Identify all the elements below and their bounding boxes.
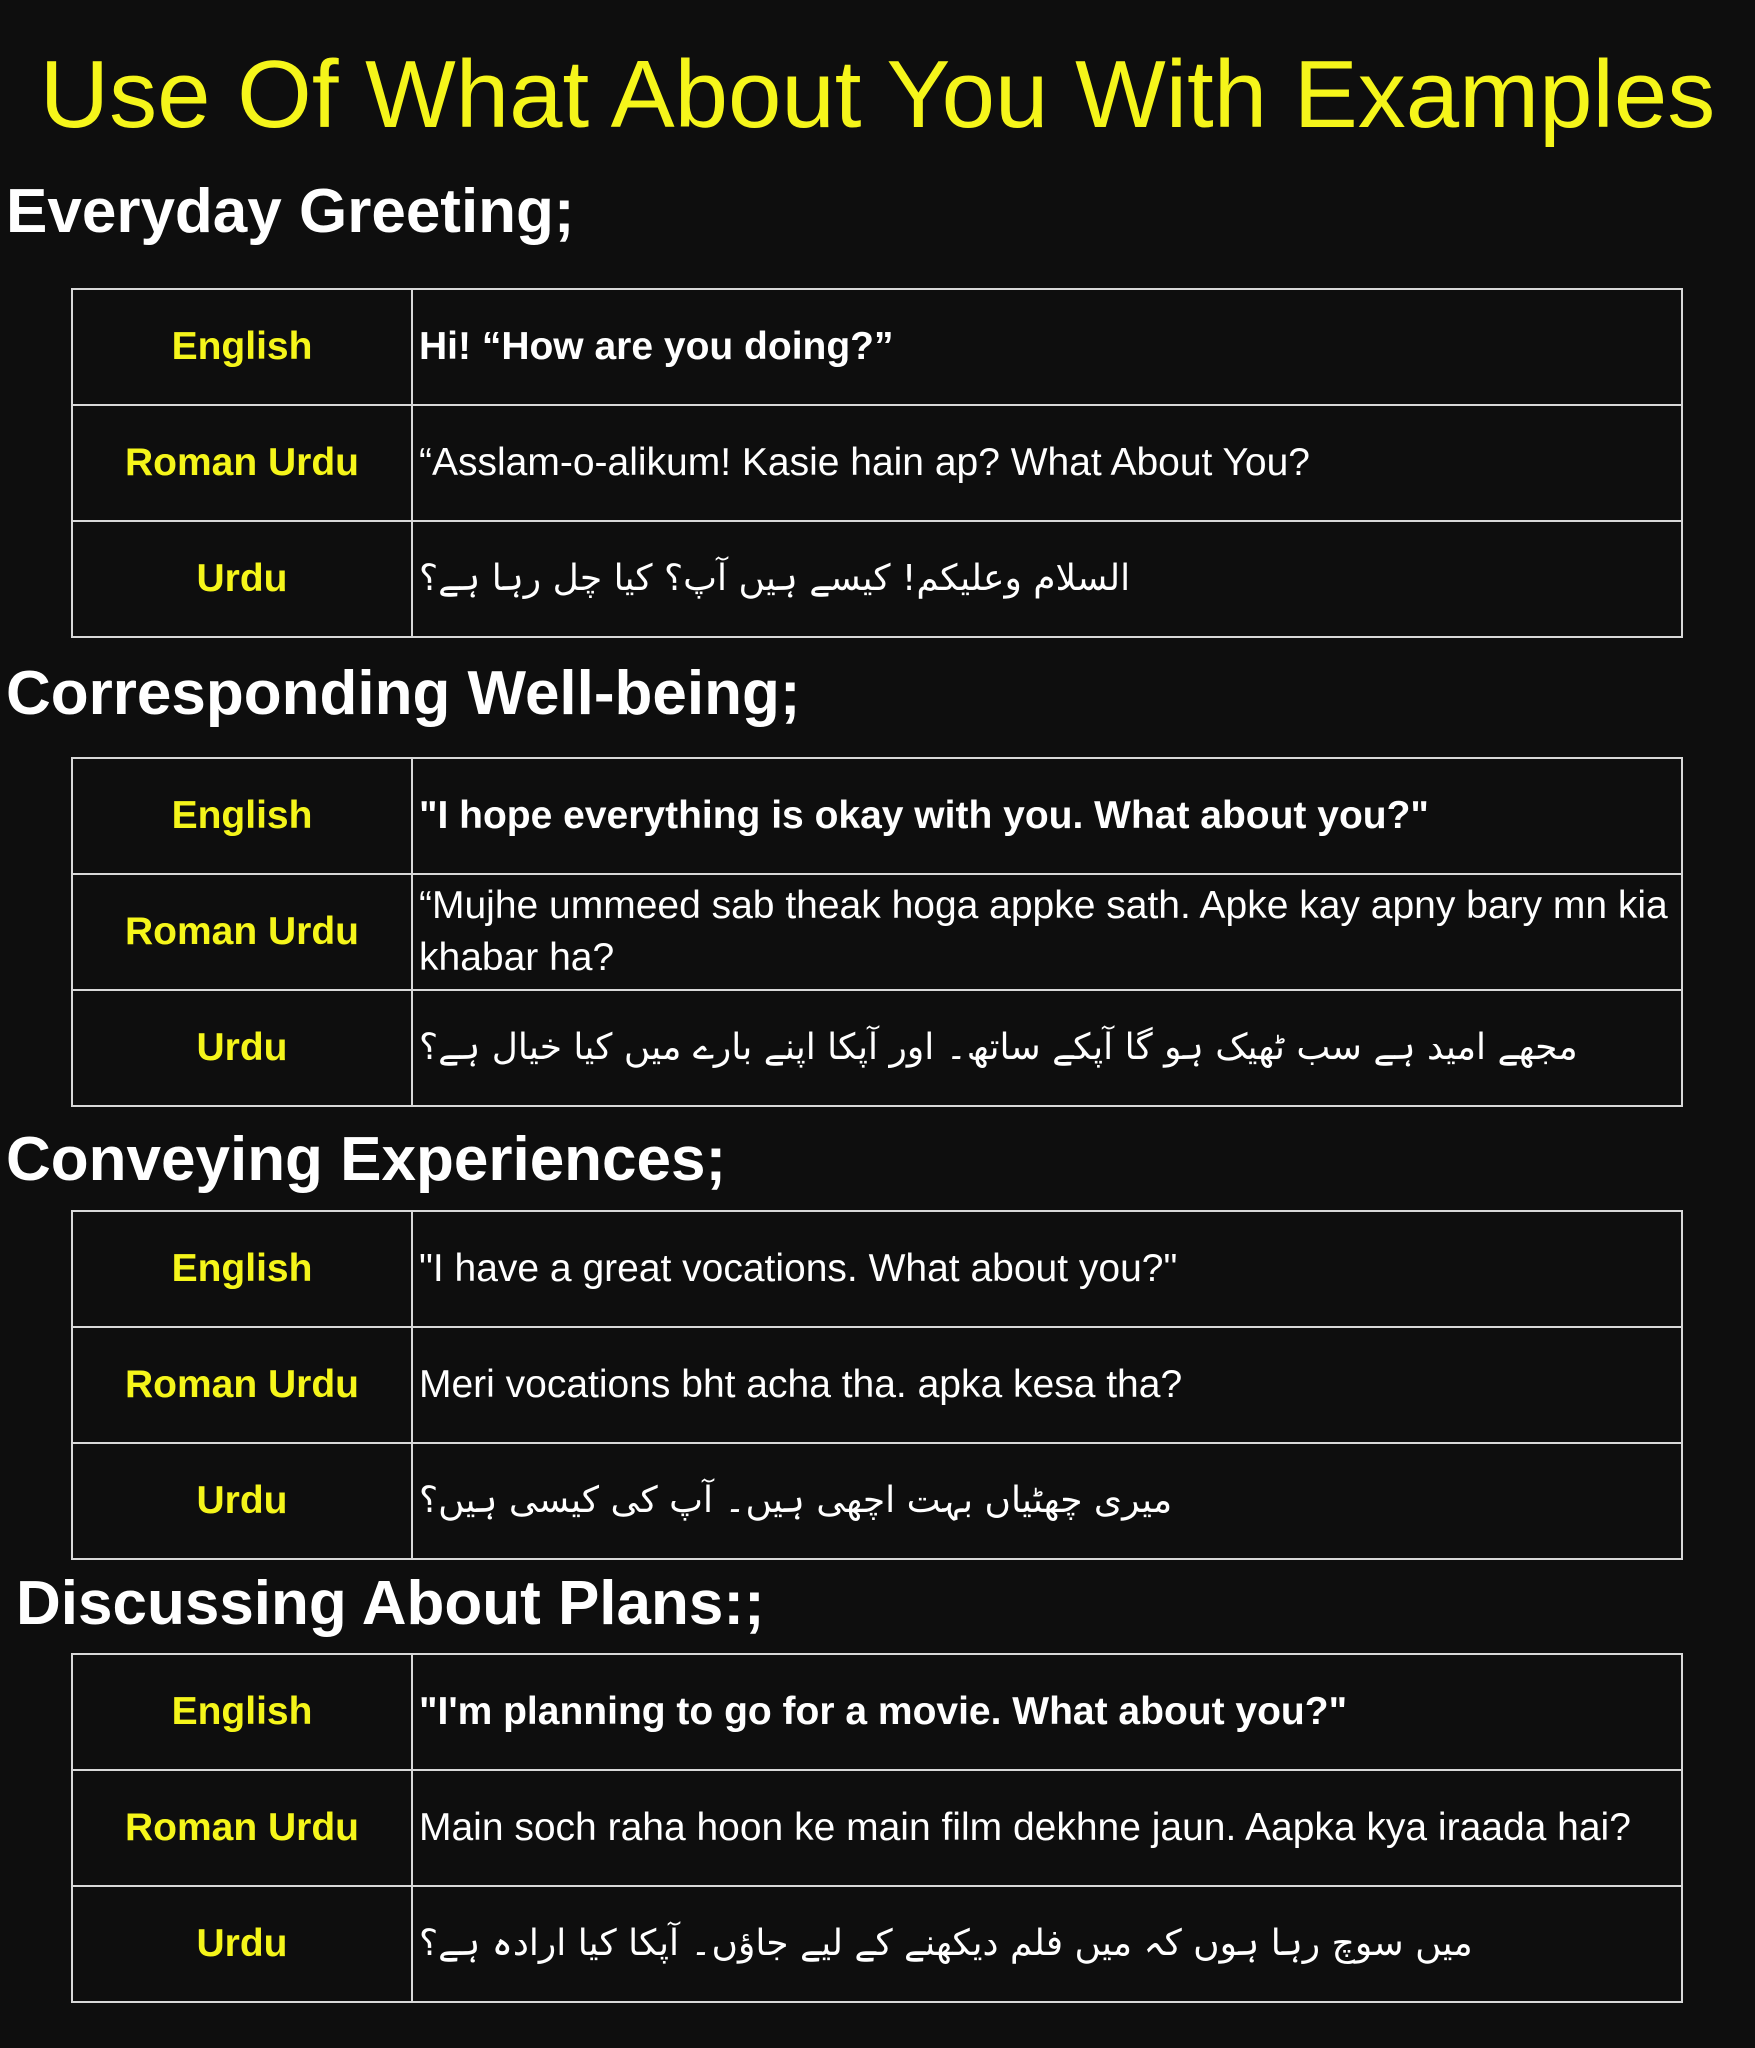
- row-text-urdu-cell: [412, 1886, 1682, 2002]
- row-label-english: English: [72, 289, 412, 405]
- row-label-english: English: [72, 1654, 412, 1770]
- row-label-english: English: [72, 758, 412, 874]
- row-label-roman-urdu: Roman Urdu: [72, 1770, 412, 1886]
- section-heading-corresponding-well-being: Corresponding Well-being;: [6, 659, 801, 728]
- table-row-roman-urdu: [72, 1770, 1682, 1886]
- row-text-roman-urdu: Meri vocations bht acha tha. apka kesa tha?: [412, 1327, 1682, 1443]
- row-label-roman-urdu: Roman Urdu: [72, 405, 412, 521]
- row-text-urdu: میری چھٹیاں بہت اچھی ہیں۔ آپ کی کیسی ہیں؟: [419, 1480, 1173, 1521]
- page-title: Use Of What About You With Examples: [39, 41, 1716, 148]
- table-row-english: [72, 1654, 1682, 1770]
- row-label-urdu: Urdu: [72, 1443, 412, 1559]
- row-text-roman-urdu: “Mujhe ummeed sab theak hoga appke sath. Apke kay apny bary mn kia khabar ha?: [412, 874, 1682, 990]
- row-text-roman-urdu: “Asslam-o-alikum! Kasie hain ap? What About You?: [412, 405, 1682, 521]
- table-row-english: [72, 289, 1682, 405]
- row-text-urdu-cell: [412, 990, 1682, 1106]
- row-text-urdu-cell: [412, 521, 1682, 637]
- table-row-urdu: [72, 990, 1682, 1106]
- examples-table-discussing-about-plans: [71, 1653, 1683, 2003]
- row-text-urdu: مجھے امید ہے سب ٹھیک ہو گا آپکے ساتھ۔ اور آپکا اپنے بارے میں کیا خیال ہے؟: [419, 1027, 1578, 1068]
- section-heading-discussing-about-plans: Discussing About Plans:;: [16, 1569, 765, 1638]
- row-label-urdu: Urdu: [72, 1886, 412, 2002]
- table-row-english: [72, 1211, 1682, 1327]
- row-label-urdu: Urdu: [72, 990, 412, 1106]
- table-row-roman-urdu: [72, 874, 1682, 990]
- row-text-urdu: میں سوچ رہا ہوں کہ میں فلم دیکھنے کے لیے جاؤں۔ آپکا کیا ارادہ ہے؟: [419, 1923, 1473, 1964]
- table-row-english: [72, 758, 1682, 874]
- row-text-urdu-cell: [412, 1443, 1682, 1559]
- row-label-urdu: Urdu: [72, 521, 412, 637]
- examples-table-everyday-greeting: [71, 288, 1683, 638]
- row-text-roman-urdu: Main soch raha hoon ke main film dekhne jaun. Aapka kya iraada hai?: [412, 1770, 1682, 1886]
- row-label-english: English: [72, 1211, 412, 1327]
- row-text-english: Hi! “How are you doing?”: [412, 289, 1682, 405]
- table-row-urdu: [72, 521, 1682, 637]
- table-row-urdu: [72, 1886, 1682, 2002]
- table-row-roman-urdu: [72, 405, 1682, 521]
- row-text-english: "I'm planning to go for a movie. What about you?": [412, 1654, 1682, 1770]
- row-text-urdu: السلام وعلیکم! کیسے ہیں آپ؟ کیا چل رہا ہے؟: [419, 558, 1131, 599]
- row-label-roman-urdu: Roman Urdu: [72, 874, 412, 990]
- table-row-urdu: [72, 1443, 1682, 1559]
- row-label-roman-urdu: Roman Urdu: [72, 1327, 412, 1443]
- section-heading-everyday-greeting: Everyday Greeting;: [6, 177, 575, 246]
- row-text-english: "I hope everything is okay with you. What about you?": [412, 758, 1682, 874]
- table-row-roman-urdu: [72, 1327, 1682, 1443]
- examples-table-conveying-experiences: [71, 1210, 1683, 1560]
- examples-table-corresponding-well-being: [71, 757, 1683, 1107]
- section-heading-conveying-experiences: Conveying Experiences;: [6, 1125, 727, 1194]
- row-text-english: "I have a great vocations. What about you?": [412, 1211, 1682, 1327]
